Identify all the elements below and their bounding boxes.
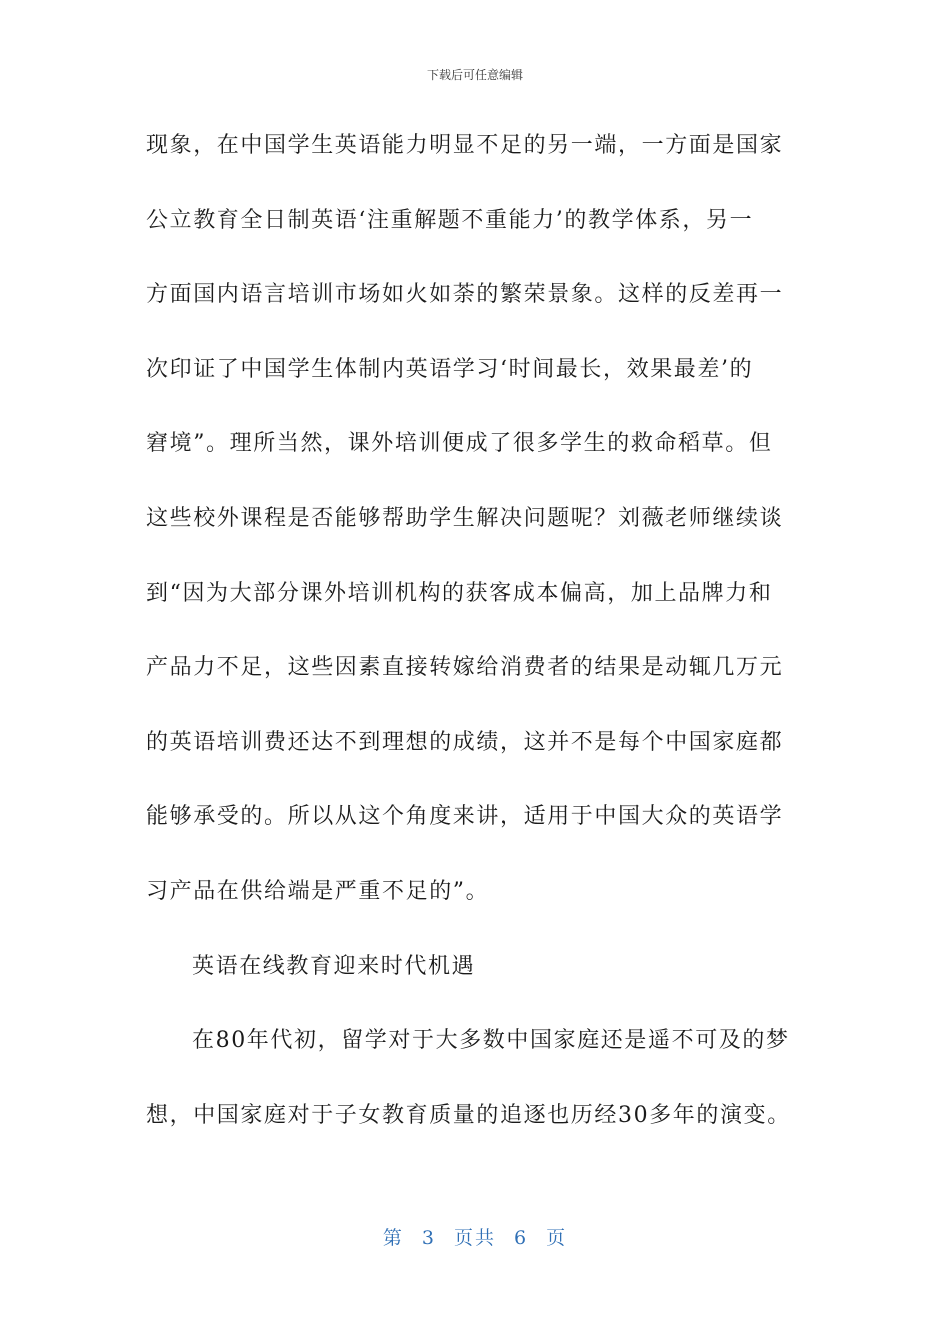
text-line: 这些校外课程是否能够帮助学生解决问题呢？刘薇老师继续谈 xyxy=(146,505,784,531)
footer-total-pages: 6 xyxy=(514,1227,529,1249)
text-line: 能够承受的。所以从这个角度来讲，适用于中国大众的英语学 xyxy=(146,804,784,830)
text-line: 的英语培训费还达不到理想的成绩，这并不是每个中国家庭都 xyxy=(146,729,784,755)
text-line: 现象，在中国学生英语能力明显不足的另一端，一方面是国家 xyxy=(146,133,784,158)
text-line: 想，中国家庭对于子女教育质量的追逐也历经30多年的演变。 xyxy=(146,1102,791,1128)
footer-prefix: 第 xyxy=(382,1227,404,1249)
body-text xyxy=(146,120,806,1164)
text-line: 产品力不足，这些因素直接转嫁给消费者的结果是动辄几万元 xyxy=(146,655,784,681)
footer-current-page: 3 xyxy=(421,1227,436,1249)
text-line: 窘境”。理所当然，课外培训便成了很多学生的救命稻草。但 xyxy=(146,431,773,457)
text-line: 次印证了中国学生体制内英语学习‘时间最长，效果最差’的 xyxy=(146,356,754,382)
footer-middle: 页共 xyxy=(453,1227,496,1249)
footer-suffix: 页 xyxy=(546,1227,568,1249)
text-line: 方面国内语言培训市场如火如荼的繁荣景象。这样的反差再一 xyxy=(146,282,784,308)
section-heading: 英语在线教育迎来时代机遇 xyxy=(192,953,476,979)
text-line: 在80年代初，留学对于大多数中国家庭还是遥不可及的梦 xyxy=(192,1028,790,1054)
text-line: 习产品在供给端是严重不足的”。 xyxy=(146,878,490,904)
page-header: 下载后可任意编辑 xyxy=(426,68,523,82)
text-line: 到“因为大部分课外培训机构的获客成本偏高，加上品牌力和 xyxy=(146,580,773,606)
text-line: 公立教育全日制英语‘注重解题不重能力’的教学体系，另一 xyxy=(146,207,754,233)
page-footer xyxy=(0,1226,950,1250)
